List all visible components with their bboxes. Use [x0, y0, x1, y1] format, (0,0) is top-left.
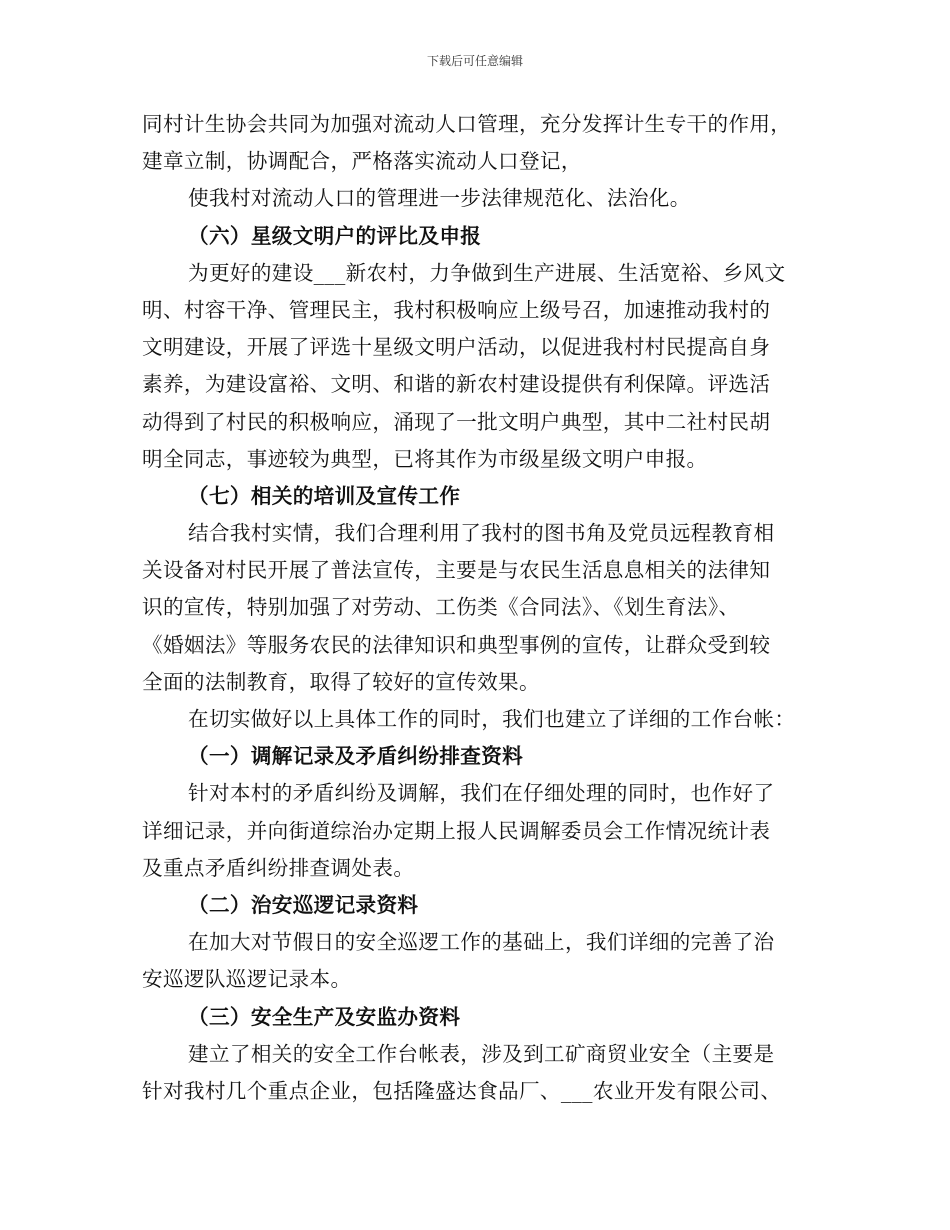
paragraph-line: 为更好的建设___新农村，力争做到生产进展、生活宽裕、乡风文	[188, 260, 786, 285]
section-heading: （一）调解记录及矛盾纠纷排查资料	[188, 744, 524, 769]
paragraph-line: 在切实做好以上具体工作的同时，我们也建立了详细的工作台帐：	[188, 707, 796, 731]
paragraph-line: 及重点矛盾纠纷排查调处表。	[142, 855, 415, 880]
paragraph-line: 素养，为建设富裕、文明、和谐的新农村建设提供有利保障。评选活	[142, 372, 771, 397]
paragraph-line: 使我村对流动人口的管理进一步法律规范化、法治化。	[188, 186, 691, 211]
paragraph-line: 《婚姻法》等服务农民的法律知识和典型事例的宣传，让群众受到较	[142, 632, 771, 657]
document-body	[142, 106, 814, 1110]
paragraph-line: 建章立制，协调配合，严格落实流动人口登记，	[142, 149, 582, 174]
paragraph-line: 识的宣传，特别加强了对劳动、工伤类《合同法》、《划生育法》、	[142, 595, 740, 620]
paragraph-line: 详细记录，并向街道综治办定期上报人民调解委员会工作情况统计表	[142, 818, 771, 843]
paragraph-line: 安巡逻队巡逻记录本。	[142, 967, 352, 992]
paragraph-line: 针对我村几个重点企业，包括隆盛达食品厂、___农业开发有限公司、	[142, 1078, 782, 1103]
section-heading: （六）星级文明户的评比及申报	[188, 223, 482, 248]
paragraph-line: 同村计生协会共同为加强对流动人口管理，充分发挥计生专干的作用，	[142, 112, 792, 136]
paragraph-line: 关设备对村民开展了普法宣传，主要是与农民生活息息相关的法律知	[142, 558, 771, 583]
section-heading: （三）安全生产及安监办资料	[188, 1004, 461, 1029]
paragraph-line: 全面的法制教育，取得了较好的宣传效果。	[142, 669, 540, 694]
paragraph-line: 结合我村实情，我们合理利用了我村的图书角及党员远程教育相	[188, 521, 775, 546]
section-heading: （二）治安巡逻记录资料	[188, 892, 419, 917]
paragraph-line: 针对本村的矛盾纠纷及调解，我们在仔细处理的同时，也作好了	[188, 781, 775, 806]
section-heading: （七）相关的培训及宣传工作	[188, 483, 461, 508]
paragraph-line: 动得到了村民的积极响应，涌现了一批文明户典型，其中二社村民胡	[142, 409, 771, 434]
paragraph-line: 建立了相关的安全工作台帐表，涉及到工矿商贸业安全（主要是	[188, 1041, 775, 1066]
page-header: 下载后可任意编辑	[426, 54, 523, 68]
paragraph-line: 文明建设，开展了评选十星级文明户活动，以促进我村村民提高自身	[142, 335, 771, 360]
paragraph-line: 在加大对节假日的安全巡逻工作的基础上，我们详细的完善了治	[188, 930, 775, 955]
paragraph-line: 明全同志，事迹较为典型，已将其作为市级星级文明户申报。	[142, 446, 708, 471]
paragraph-line: 明、村容干净、管理民主，我村积极响应上级号召，加速推动我村的	[142, 297, 771, 322]
